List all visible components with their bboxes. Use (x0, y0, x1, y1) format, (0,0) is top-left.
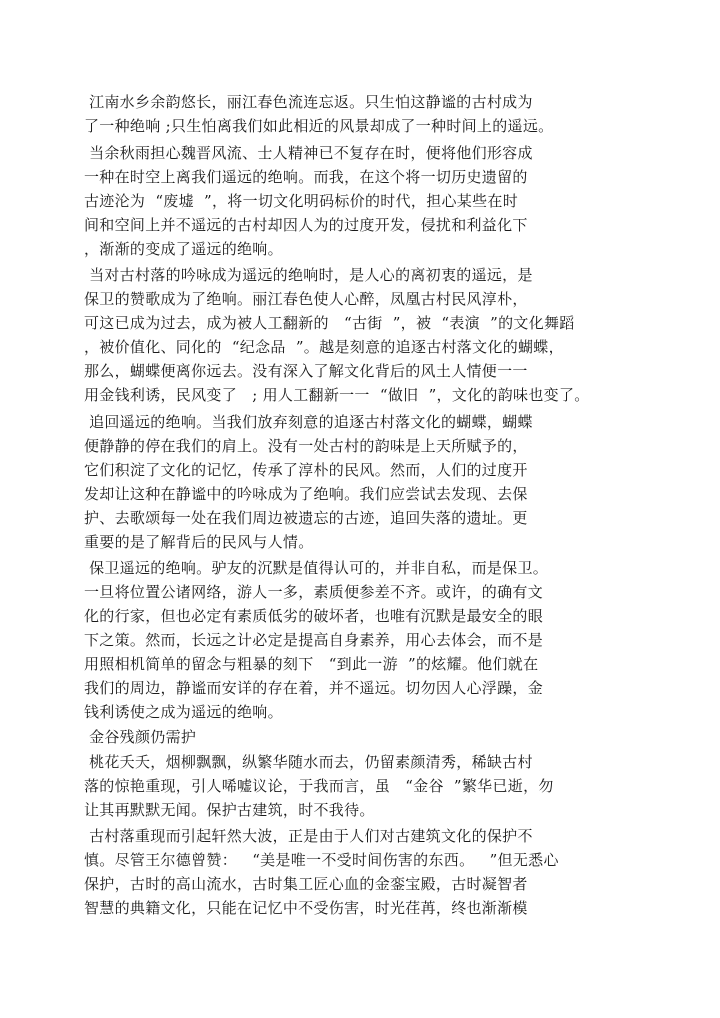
text-line: ，渐渐的变成了遥远的绝响。 (84, 240, 283, 258)
text-line: 化的行家，但也必定有素质低劣的破坏者，也唯有沉默是最安全的眼 (84, 607, 544, 625)
text-line: 护、去歌颂每一处在我们周边被遗忘的古迹，追回失落的遗址。更 (84, 509, 528, 527)
text-line: 用照相机简单的留念与粗暴的刻下 “到此一游 ”的炫耀。他们就在 (84, 655, 539, 673)
text-line: 用金钱利诱，民风变了 ; 用人工翻新一一 “做旧 ”，文化的韵味也变了。 (84, 386, 590, 404)
text-line: 间和空间上并不遥远的古村却因人为的过度开发，侵扰和利益化下 (84, 216, 528, 234)
text-line: 保护，古时的高山流水，古时集工匠心血的金銮宝殿，古时凝智者 (84, 875, 528, 893)
text-line: 让其再默默无闻。保护古建筑，时不我待。 (84, 801, 375, 819)
section-heading: 金谷残颜仍需护 (84, 728, 197, 746)
text-line: 便静静的停在我们的肩上。没有一处古村的韵味是上天所赋予的， (84, 437, 528, 455)
text-line: 追回遥远的绝响。当我们放弃刻意的追逐古村落文化的蝴蝶，蝴蝶 (84, 413, 533, 431)
text-line: 可这已成为过去，成为被人工翻新的 “古街 ”，被 “表演 ”的文化舞蹈 (84, 314, 575, 332)
text-line: 当余秋雨担心魏晋风流、士人精神已不复存在时，便将他们形容成 (84, 144, 533, 162)
text-line: 了一种绝响 ;只生怕离我们如此相近的风景却成了一种时间上的遥远。 (84, 117, 554, 135)
text-line: 保卫遥远的绝响。驴友的沉默是值得认可的，并非自私，而是保卫。 (84, 559, 549, 577)
text-line: 它们积淀了文化的记忆，传承了淳朴的民风。然而，人们的过度开 (84, 461, 528, 479)
text-line: ，被价值化、同化的 “纪念品 ”。越是刻意的追逐古村落文化的蝴蝶， (84, 338, 564, 356)
text-line: 发却让这种在静谧中的吟咏成为了绝响。我们应尝试去发现、去保 (84, 485, 528, 503)
text-line: 下之策。然而，长远之计必定是提高自身素养，用心去体会，而不是 (84, 631, 544, 649)
text-line: 那么，蝴蝶便离你远去。没有深入了解文化背后的风土人情便一一 (84, 362, 528, 380)
text-line: 一种在时空上离我们遥远的绝响。而我，在这个将一切历史遗留的 (84, 168, 528, 186)
text-line: 保卫的赞歌成为了绝响。丽江春色使人心醉，凤凰古村民风淳朴， (84, 290, 528, 308)
text-line: 智慧的典籍文化，只能在记忆中不受伤害，时光荏苒，终也渐渐模 (84, 899, 528, 917)
text-line: 古村落重现而引起轩然大波，正是由于人们对古建筑文化的保护不 (84, 827, 533, 845)
text-line: 当对古村落的吟咏成为遥远的绝响时，是人心的离初衷的遥远，是 (84, 266, 533, 284)
text-line: 重要的是了解背后的民风与人情。 (84, 533, 314, 551)
text-line: 落的惊艳重现，引人唏嘘议论，于我而言，虽 “金谷 ”繁华已逝，勿 (84, 777, 554, 795)
text-line: 江南水乡余韵悠长，丽江春色流连忘返。只生怕这静谧的古村成为 (84, 93, 533, 111)
text-line: 古迹沦为 “废墟 ”，将一切文化明码标价的时代，担心某些在时 (84, 192, 519, 210)
text-line: 慎。尽管王尔德曾赞： “美是唯一不受时间伤害的东西。 ”但无悉心 (84, 851, 559, 869)
text-line: 钱利诱使之成为遥远的绝响。 (84, 703, 283, 721)
text-line: 桃花夭夭，烟柳飘飘，纵繁华随水而去，仍留素颜清秀，稀缺古村 (84, 753, 533, 771)
text-line: 我们的周边，静谧而安详的存在着，并不遥远。切勿因人心浮躁，金 (84, 679, 544, 697)
text-line: 一旦将位置公诸网络，游人一多，素质便参差不齐。或许，的确有文 (84, 583, 544, 601)
